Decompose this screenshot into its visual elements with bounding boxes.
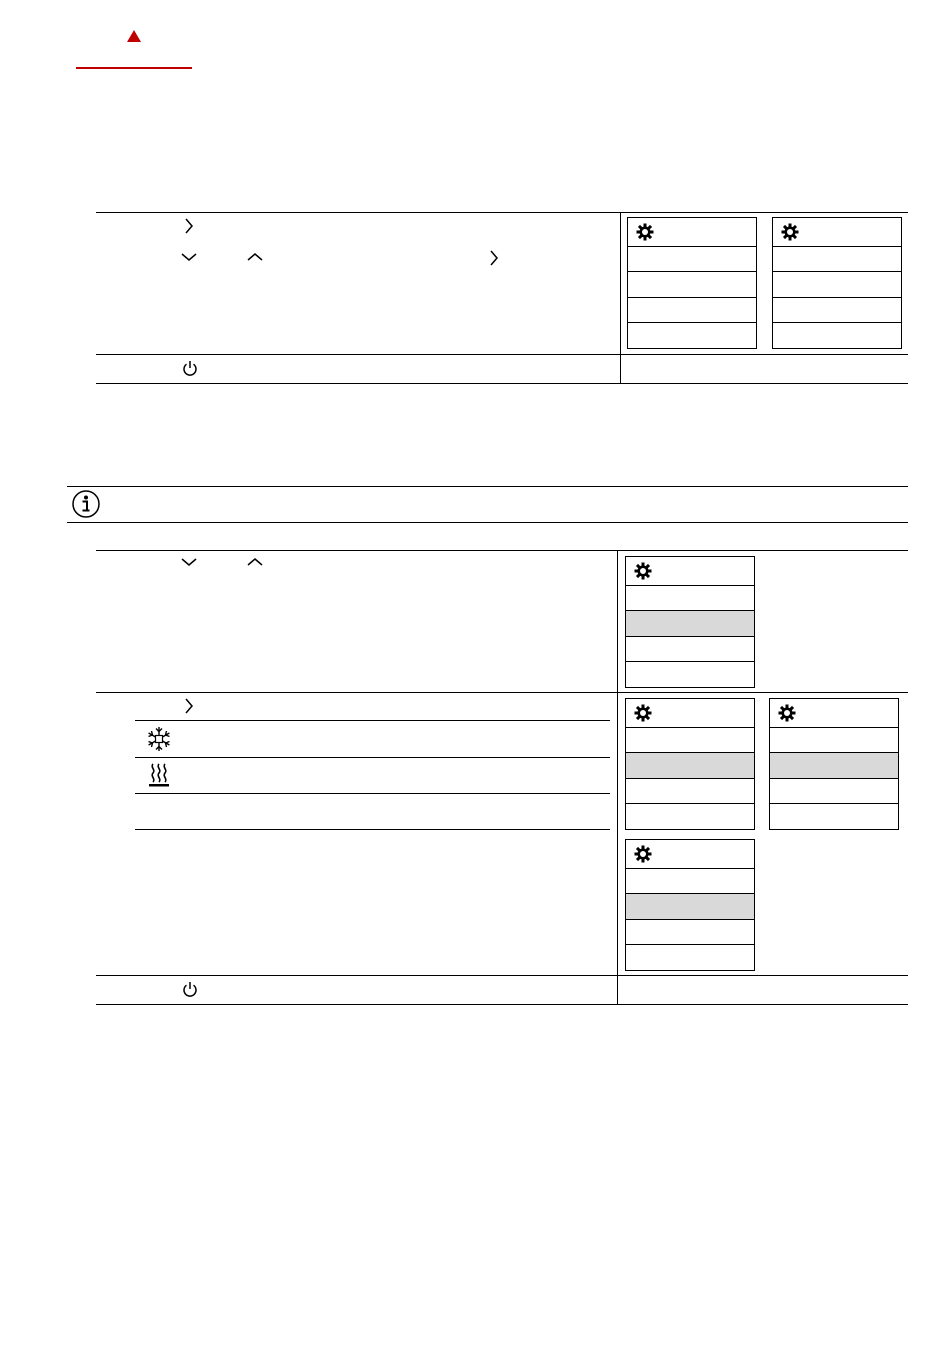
menu-row-selected [626,611,754,637]
menu-row [773,272,901,298]
menu-row [628,323,756,348]
chevron-down-icon [181,252,197,262]
chevron-right-icon [184,218,194,234]
heating-icon [147,762,171,788]
menu-row [773,247,901,272]
menu-row [626,869,754,894]
settings-menu-screen [625,698,755,830]
menu-row [626,637,754,662]
snowflake-icon [146,726,172,752]
menu-row-selected [770,753,898,779]
gear-icon [634,845,652,863]
gear-icon [636,223,654,241]
chevron-down-icon [181,557,197,567]
menu-row [628,298,756,323]
settings-menu-screen [769,698,899,830]
settings-menu-screen [627,217,757,349]
menu-row [626,586,754,611]
menu-row [626,728,754,753]
menu-row [770,728,898,753]
gear-icon [781,223,799,241]
menu-row [628,247,756,272]
chevron-up-icon [247,557,263,567]
menu-row-selected [626,894,754,920]
gear-icon [634,704,652,722]
power-icon [182,981,198,997]
warning-triangle-icon [127,30,141,42]
chevron-up-icon [247,252,263,262]
menu-row [770,779,898,804]
info-icon [71,489,101,519]
menu-row [626,945,754,970]
gear-icon [634,562,652,580]
menu-row [773,323,901,348]
gear-icon [778,704,796,722]
menu-row [770,804,898,829]
menu-row [626,779,754,804]
power-icon [182,360,198,376]
chevron-right-icon [184,698,194,714]
settings-menu-screen [625,839,755,971]
menu-row-selected [626,753,754,779]
header-accent-rule [76,67,192,69]
menu-row [773,298,901,323]
menu-row [626,804,754,829]
settings-menu-screen [625,556,755,688]
chevron-right-icon [489,250,499,266]
settings-menu-screen [772,217,902,349]
menu-row [626,920,754,945]
menu-row [628,272,756,298]
menu-row [626,662,754,687]
